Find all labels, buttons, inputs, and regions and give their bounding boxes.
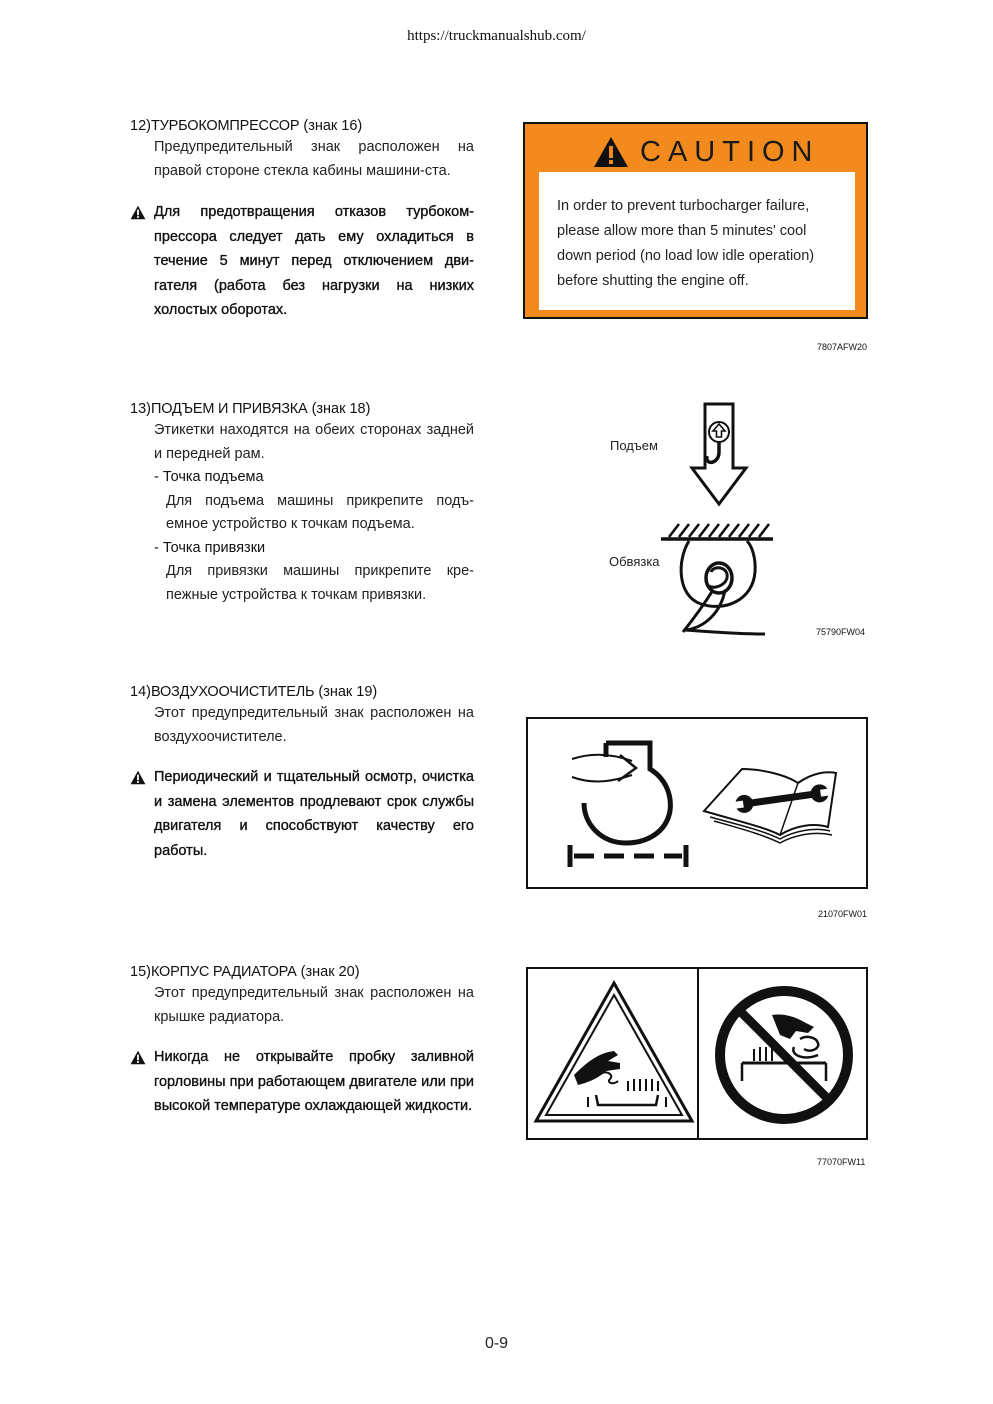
- caution-text: In order to prevent turbocharger failure, please allow more than 5 minutes' cool down period (no load low idle operation) before shutting the engine off.: [539, 172, 855, 310]
- section-body: Этот предупредительный знак расположен на крышке радиатора.: [154, 985, 474, 1025]
- warning-triangle-icon: [130, 205, 146, 220]
- figure-code: 7807AFW20: [817, 342, 868, 352]
- lift-label: Подъем: [610, 438, 658, 453]
- figure-code: 77070FW11: [817, 1157, 866, 1167]
- warning-text: Для предотвращения отказов турбоком-прессора следует дать ему охладиться в течение 5 минут перед отключением дви-гателя (работа без нагрузки на низких холостых оборотах.: [130, 200, 474, 323]
- section-body: Этот предупредительный знак расположен на воздухоочистителе.: [154, 705, 474, 745]
- section-lifting-tiedown: [130, 401, 474, 607]
- lifting-hook-icon: [655, 400, 780, 640]
- section-heading: 12)ТУРБОКОМПРЕССОР (знак 16): [130, 118, 363, 134]
- section-heading: 15)КОРПУС РАДИАТОРА (знак 20): [130, 964, 360, 980]
- tie-down-icon: [661, 524, 773, 634]
- warning-triangle-icon: [130, 770, 146, 785]
- radiator-sign: [526, 967, 868, 1140]
- section-heading: 14)ВОЗДУХООЧИСТИТЕЛЬ (знак 19): [130, 684, 378, 700]
- section-body: Этикетки находятся на обеих сторонах задней и передней рам.: [154, 422, 474, 462]
- lift-point-text: Для подъема машины прикрепите подъ-емное устройство к точкам подъема.: [166, 492, 474, 532]
- figure-code: 75790FW04: [816, 627, 866, 637]
- figure-code: 21070FW01: [818, 909, 868, 919]
- page-number: 0-9: [484, 1335, 509, 1352]
- warning-triangle-icon: [130, 1050, 146, 1065]
- radiator-sign-graphics: [528, 969, 866, 1138]
- caution-header: [525, 134, 866, 174]
- caution-label: [523, 122, 868, 319]
- no-open-cap-icon: [720, 991, 848, 1119]
- section-body: Предупредительный знак расположен на правой стороне стекла кабины машини-ста.: [154, 139, 474, 179]
- air-cleaner-icon: [528, 719, 866, 887]
- section-radiator: [130, 964, 474, 1119]
- manual-wrench-icon: [704, 769, 836, 843]
- section-air-cleaner: [130, 684, 474, 863]
- source-url: https://truckmanualshub.com/: [407, 28, 586, 44]
- tie-label: Обвязка: [609, 554, 660, 569]
- tie-point-text: Для привязки машины прикрепите кре-пежные устройства к точкам привязки.: [166, 563, 474, 603]
- air-cleaner-sign: [526, 717, 868, 889]
- caution-title: CAUTION: [640, 136, 820, 168]
- section-turbocharger: [130, 118, 474, 323]
- section-heading: 13)ПОДЪЕМ И ПРИВЯЗКА (знак 18): [130, 401, 371, 417]
- warning-text: Никогда не открывайте пробку заливной горловины при работающем двигателе или при высокой температуре охлаждающей жидкости.: [130, 1045, 474, 1119]
- warning-triangle-icon: [593, 136, 629, 168]
- hot-liquid-hazard-icon: [536, 983, 692, 1121]
- subheading-lift-point: - Точка подъема: [154, 469, 264, 485]
- warning-text: Периодический и тщательный осмотр, очистка и замена элементов продлевают срок службы двигателя и способствуют качеству его работы.: [130, 765, 474, 863]
- subheading-tie-point: - Точка привязки: [154, 539, 266, 556]
